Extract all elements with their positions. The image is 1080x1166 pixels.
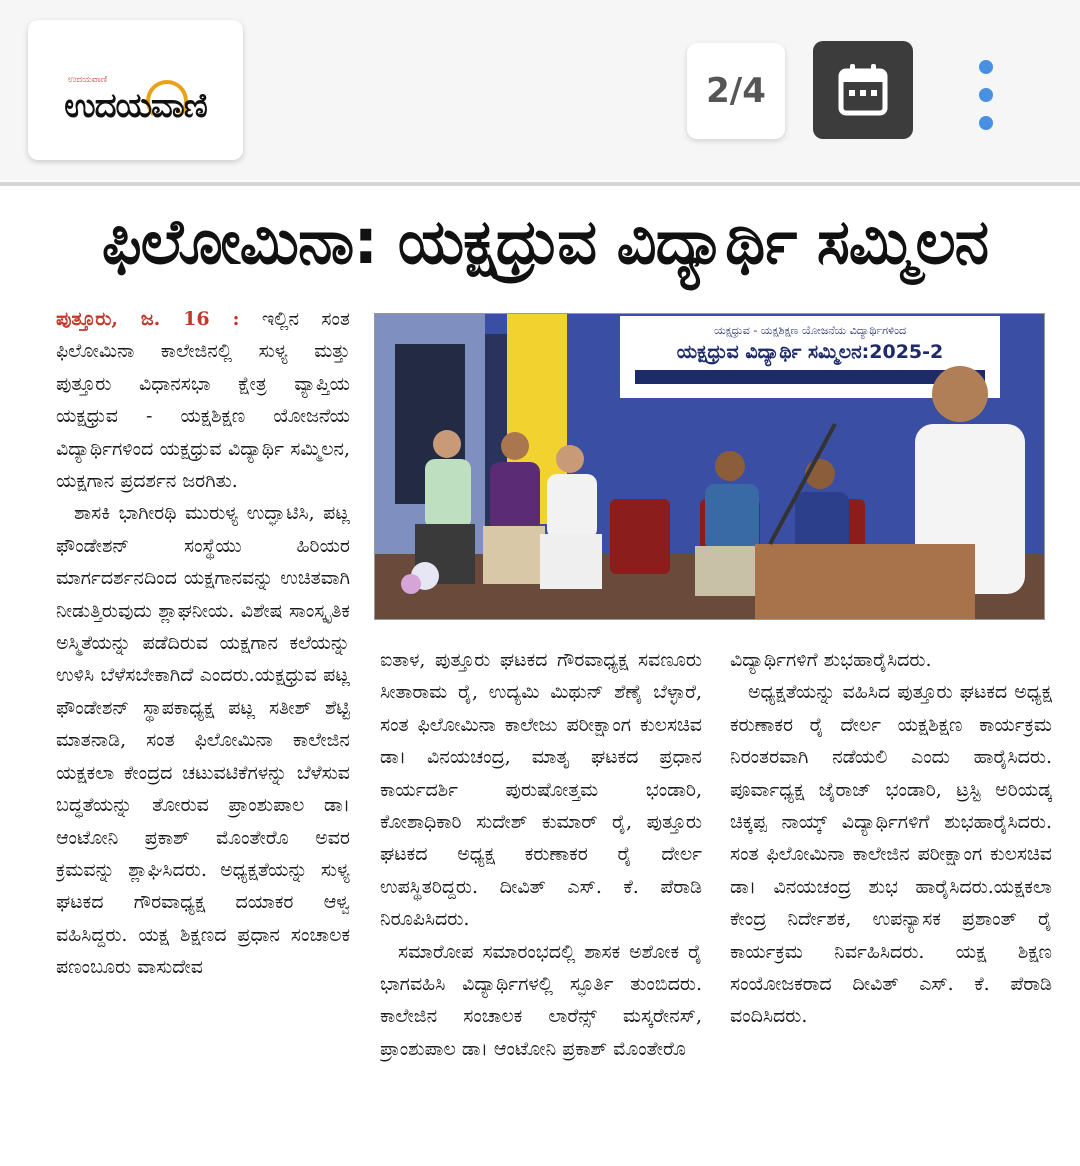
- logo-tagline: ಉದಯವಾಣಿ: [68, 75, 108, 85]
- article-column-1: [56, 303, 350, 1163]
- dateline: ಪುತ್ತೂರು, ಜ. 16 :: [56, 308, 240, 330]
- banner-line-1: ಯಕ್ಷಧ್ರುವ - ಯಕ್ಷಶಿಕ್ಷಣ ಯೋಜನೆಯ ವಿದ್ಯಾರ್ಥಿಗಳಿಂದ: [713, 324, 907, 337]
- banner-line-2: ಯಕ್ಷಧ್ರುವ ವಿದ್ಯಾರ್ಥಿ ಸಮ್ಮಿಲನ:2025-2: [676, 341, 944, 363]
- logo-text: ಉದಯವಾಣಿ: [64, 86, 207, 126]
- article-paragraph: ಐತಾಳ, ಪುತ್ತೂರು ಘಟಕದ ಗೌರವಾಧ್ಯಕ್ಷ ಸವಣೂರು ಸೀತಾರಾಮ ರೈ, ಉದ್ಯಮಿ ಮಿಥುನ್ ಶೆಣೈ ಬೆಳ್ಳಾರೆ, ಸಂತ ಫಿಲೋಮಿನಾ ಕಾಲೇಜು ಪರೀಕ್ಷಾಂಗ ಕುಲಸಚಿವ ಡಾ। ವಿನಯಚಂದ್ರ, ಮಾತೃ ಘಟಕದ ಪ್ರಧಾನ ಕಾರ್ಯದರ್ಶಿ ಪುರುಷೋತ್ತಮ ಭಂಡಾರಿ, ಕೋಶಾಧಿಕಾರಿ ಸುದೇಶ್ ಕುಮಾರ್ ರೈ, ಪುತ್ತೂರು ಘಟಕದ ಅಧ್ಯಕ್ಷ ಕರುಣಾಕರ ರೈ ದೇರ್ಲ ಉಪಸ್ಥಿತರಿದ್ದರು. ದೀವಿತ್ ಎಸ್. ಕೆ. ಪೆರಾಡಿ ನಿರೂಪಿಸಿದರು.: [380, 649, 702, 931]
- article-paragraph: ಪುತ್ತೂರು, ಜ. 16 : ಇಲ್ಲಿನ ಸಂತ ಫಿಲೋಮಿನಾ ಕಾಲೇಜಿನಲ್ಲಿ ಸುಳ್ಯ ಮತ್ತು ಪುತ್ತೂರು ವಿಧಾನಸಭಾ ಕ್ಷೇತ್ರ ವ್ಯಾಪ್ತಿಯ ಯಕ್ಷಧ್ರುವ - ಯಕ್ಷಶಿಕ್ಷಣ ಯೋಜನೆಯ ವಿದ್ಯಾರ್ಥಿಗಳಿಂದ ಯಕ್ಷಧ್ರುವ ವಿದ್ಯಾರ್ಥಿ ಸಮ್ಮಿಲನ, ಯಕ್ಷಗಾನ ಪ್ರದರ್ಶನ ಜರಗಿತು.: [56, 308, 350, 493]
- more-vertical-icon: [979, 88, 993, 102]
- calendar-button[interactable]: [813, 41, 913, 139]
- article-headline: ಫಿಲೋಮಿನಾ: ಯಕ್ಷಧ್ರುವ ವಿದ್ಯಾರ್ಥಿ ಸಮ್ಮಿಲನ: [101, 205, 989, 278]
- article-paragraph: ಸಮಾರೋಪ ಸಮಾರಂಭದಲ್ಲಿ ಶಾಸಕ ಅಶೋಕ ರೈ ಭಾಗವಹಿಸಿ ವಿದ್ಯಾರ್ಥಿಗಳಲ್ಲಿ ಸ್ಫೂರ್ತಿ ತುಂಬಿದರು. ಕಾಲೇಜಿನ ಸಂಚಾಲಕ ಲಾರೆನ್ಸ್ ಮಸ್ಕರೇನಸ್, ಪ್ರಾಂಶುಪಾಲ ಡಾ। ಆಂಟೋನಿ ಪ್ರಕಾಶ್ ಮೊಂತೇರೊ: [380, 940, 702, 1060]
- top-app-bar: [0, 0, 1080, 180]
- podium: [755, 544, 975, 619]
- more-vertical-icon: [979, 60, 993, 74]
- article-photo[interactable]: [374, 313, 1045, 620]
- article-column-2: [380, 644, 702, 1164]
- newspaper-logo[interactable]: [28, 20, 243, 160]
- article-column-3: [730, 644, 1052, 1164]
- more-options-button[interactable]: [966, 60, 1006, 130]
- page-counter-button[interactable]: 2/4: [687, 43, 785, 139]
- header-divider: [0, 182, 1080, 186]
- event-photo-illustration: [375, 314, 1044, 619]
- calendar-icon: [834, 61, 892, 119]
- more-vertical-icon: [979, 116, 993, 130]
- article-paragraph: ಅಧ್ಯಕ್ಷತೆಯನ್ನು ವಹಿಸಿದ ಪುತ್ತೂರು ಘಟಕದ ಅಧ್ಯಕ್ಷ ಕರುಣಾಕರ ರೈ ದೇರ್ಲ ಯಕ್ಷಶಿಕ್ಷಣ ಕಾರ್ಯಕ್ರಮ ನಿರಂತರವಾಗಿ ನಡೆಯಲಿ ಎಂದು ಹಾರೈಸಿದರು. ಪೂರ್ವಾಧ್ಯಕ್ಷ ಜೈರಾಜ್ ಭಂಡಾರಿ, ಟ್ರಸ್ಟಿ ಅರಿಯಡ್ಕ ಚಿಕ್ಕಪ್ಪ ನಾಯ್ಕ್ ವಿದ್ಯಾರ್ಥಿಗಳಿಗೆ ಶುಭಹಾರೈಸಿದರು. ಸಂತ ಫಿಲೋಮಿನಾ ಕಾಲೇಜಿನ ಪರೀಕ್ಷಾಂಗ ಕುಲಸಚಿವ ಡಾ। ವಿನಯಚಂದ್ರ ಶುಭ ಹಾರೈಸಿದರು.ಯಕ್ಷಕಲಾ ಕೇಂದ್ರ ನಿರ್ದೇಶಕ, ಉಪನ್ಯಾಸಕ ಪ್ರಶಾಂತ್ ರೈ ಕಾರ್ಯಕ್ರಮ ನಿರ್ವಹಿಸಿದರು. ಯಕ್ಷ ಶಿಕ್ಷಣ ಸಂಯೋಜಕರಾದ ದೀವಿತ್ ಎಸ್. ಕೆ. ಪೆರಾಡಿ ವಂದಿಸಿದರು.: [730, 681, 1052, 1028]
- article-paragraph: ಶಾಸಕಿ ಭಾಗೀರಥಿ ಮುರುಳ್ಯ ಉದ್ಘಾಟಿಸಿ, ಪಟ್ಲ ಫೌಂಡೇಶನ್ ಸಂಸ್ಥೆಯು ಹಿರಿಯರ ಮಾರ್ಗದರ್ಶನದಿಂದ ಯಕ್ಷಗಾನವನ್ನು ಉಚಿತವಾಗಿ ನೀಡುತ್ತಿರುವುದು ಶ್ಲಾಘನೀಯ. ವಿಶೇಷ ಸಾಂಸ್ಕೃತಿಕ ಅಸ್ಮಿತೆಯನ್ನು ಪಡೆದಿರುವ ಯಕ್ಷಗಾನ ಕಲೆಯನ್ನು ಉಳಿಸಿ ಬೆಳೆಸಬೇಕಾಗಿದೆ ಎಂದರು.ಯಕ್ಷಧ್ರುವ ಪಟ್ಲ ಫೌಂಡೇಶನ್ ಸ್ಥಾಪಕಾಧ್ಯಕ್ಷ ಪಟ್ಲ ಸತೀಶ್ ಶೆಟ್ಟಿ ಮಾತನಾಡಿ, ಸಂತ ಫಿಲೋಮಿನಾ ಕಾಲೇಜಿನ ಯಕ್ಷಕಲಾ ಕೇಂದ್ರದ ಚಟುವಟಿಕೆಗಳನ್ನು ಬೆಳೆಸುವ ಬದ್ಧತೆಯನ್ನು ತೋರುವ ಪ್ರಾಂಶುಪಾಲ ಡಾ। ಆಂಟೋನಿ ಪ್ರಕಾಶ್ ಮೊಂತೇರೊ ಅವರ ಕ್ರಮವನ್ನು ಶ್ಲಾಘಿಸಿದರು. ಅಧ್ಯಕ್ಷತೆಯನ್ನು ಸುಳ್ಯ ಘಟಕದ ಗೌರವಾಧ್ಯಕ್ಷ ದಯಾಕರ ಆಳ್ವ ವಹಿಸಿದ್ದರು. ಯಕ್ಷ ಶಿಕ್ಷಣದ ಪ್ರಧಾನ ಸಂಚಾಲಕ ಪಣಂಬೂರು ವಾಸುದೇವ: [56, 502, 350, 979]
- article-paragraph: ವಿದ್ಯಾರ್ಥಿಗಳಿಗೆ ಶುಭಹಾರೈಸಿದರು.: [730, 649, 932, 671]
